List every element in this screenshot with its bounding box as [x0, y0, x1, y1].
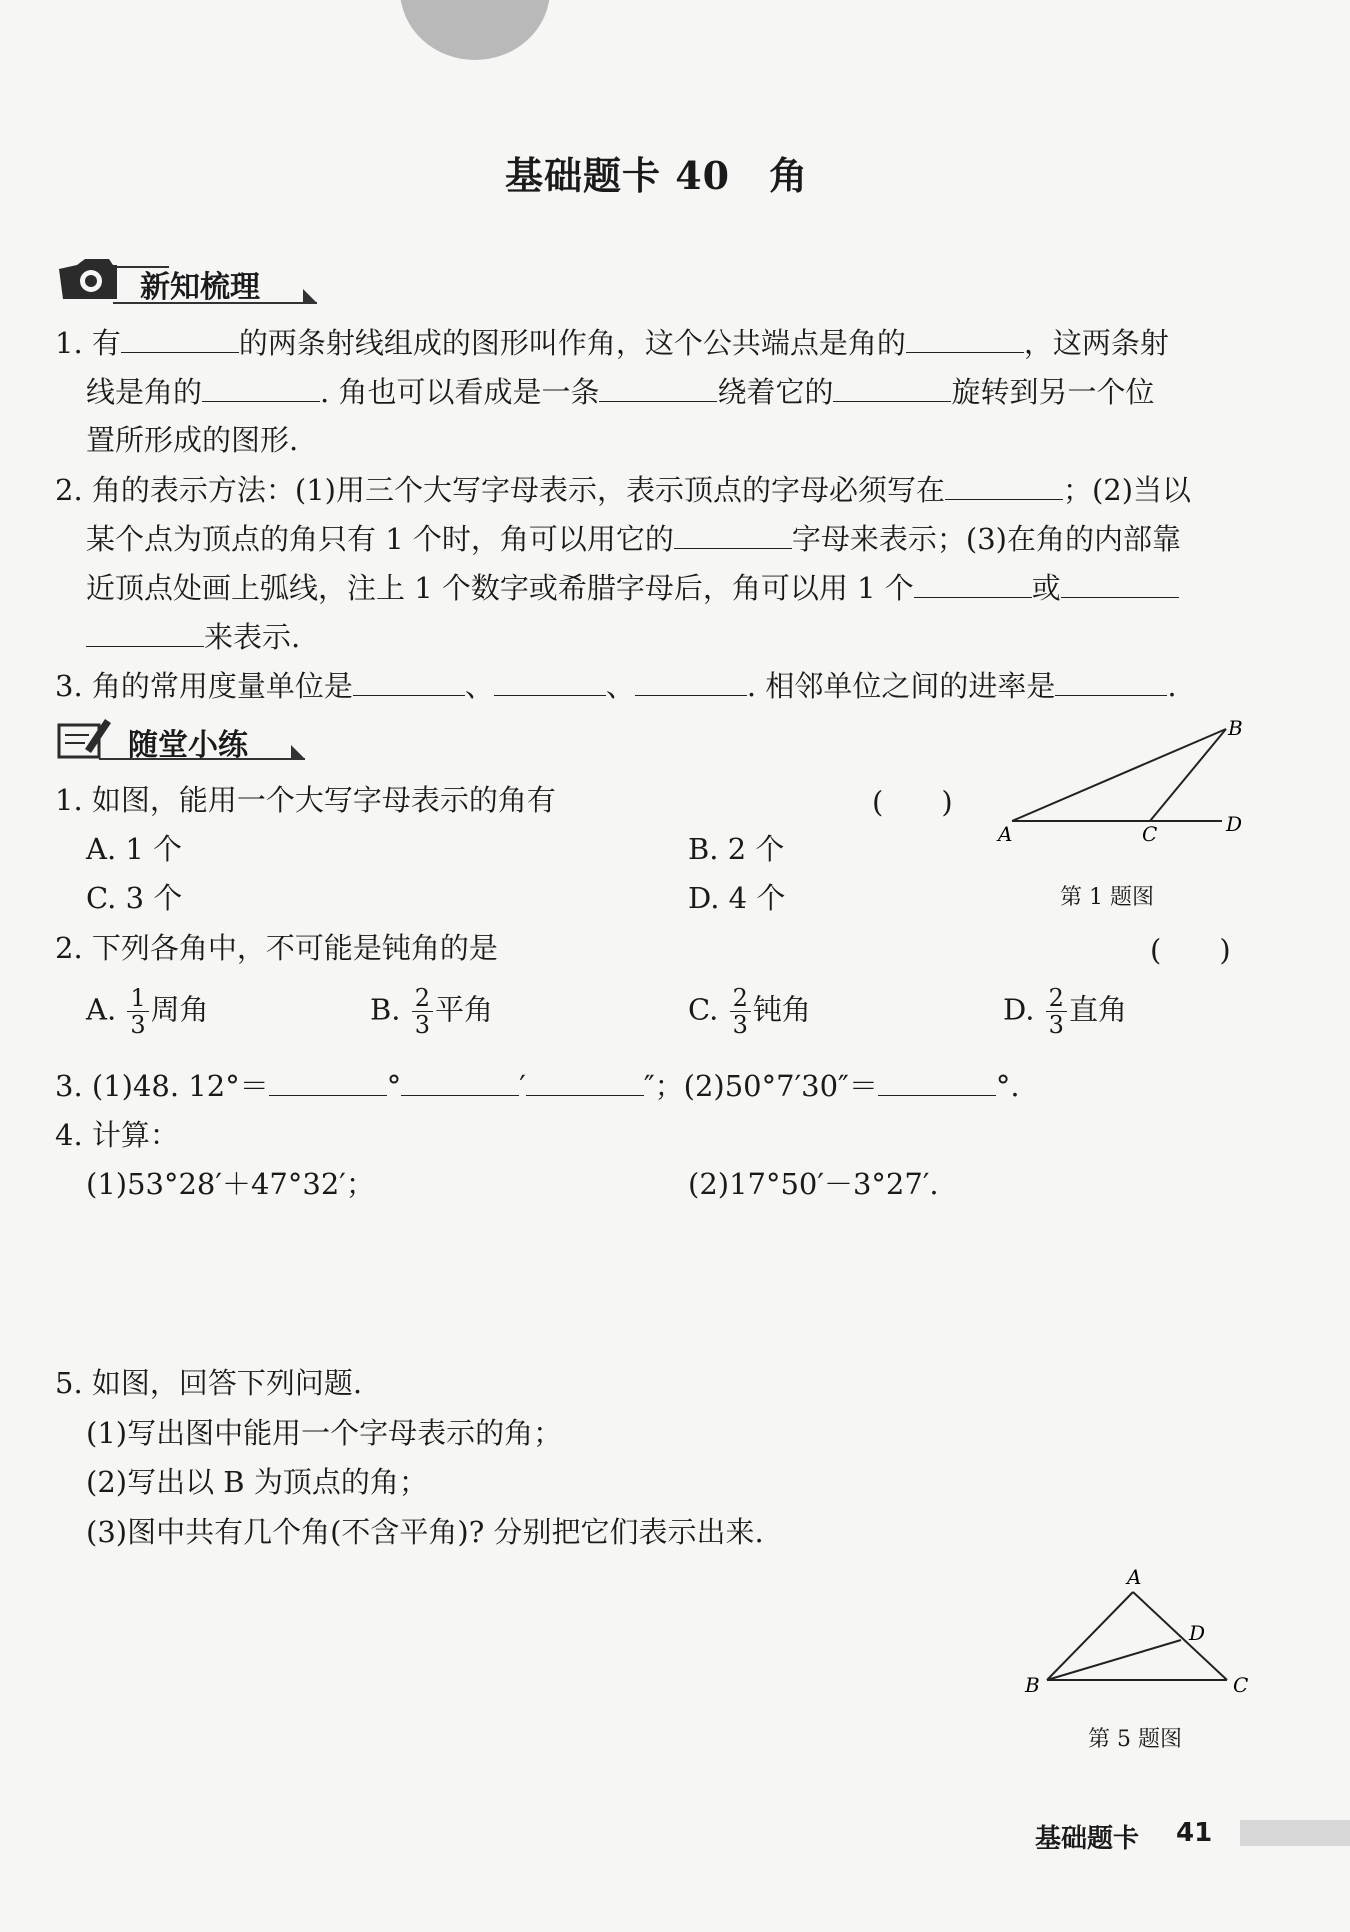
knowledge-q2-line1: 2. 角的表示方法：(1)用三个大写字母表示，表示顶点的字母必须写在 ；(2)当以 — [55, 469, 1191, 510]
option-d[interactable]: D. 4 个 — [688, 881, 786, 915]
point-label-b: B — [1228, 716, 1243, 740]
blank[interactable] — [526, 1065, 644, 1096]
blank[interactable] — [1055, 665, 1167, 696]
figure-1 — [990, 715, 1260, 845]
q2-option-d[interactable]: D. $\frac{2}{3}$ 直角 — [1003, 984, 1127, 1039]
blank[interactable] — [202, 371, 320, 402]
page-title: 基础题卡 40 角 — [505, 153, 809, 198]
footer-label: 基础题卡 — [1035, 1824, 1140, 1854]
section-label-knowledge: 新知梳理 — [140, 270, 260, 305]
knowledge-q3: 3. 角的常用度量单位是 、 、 . 相邻单位之间的进率是 . — [55, 665, 1177, 706]
practice-q3: 3. (1)48. 12°＝ ° ′ ″；(2)50°7′30″＝ °. — [55, 1065, 1020, 1106]
point-label-b: B — [1025, 1673, 1040, 1697]
q2-option-a[interactable]: A. $\frac{1}{3}$ 周角 — [86, 984, 209, 1039]
practice-q5-stem: 5. 如图，回答下列问题. — [55, 1366, 363, 1400]
fraction: $\frac{2}{3}$ — [412, 985, 433, 1038]
knowledge-q2-line2: 某个点为顶点的角只有 1 个时，角可以用它的 字母来表示；(3)在角的内部靠 — [86, 518, 1181, 559]
knowledge-q2-line3: 近顶点处画上弧线，注上 1 个数字或希腊字母后，角可以用 1 个 或 — [86, 567, 1179, 608]
blank[interactable] — [269, 1065, 387, 1096]
point-label-d: D — [1189, 1621, 1206, 1645]
blank[interactable] — [353, 665, 465, 696]
practice-q5-part3: (3)图中共有几个角(不含平角)? 分别把它们表示出来. — [86, 1515, 764, 1549]
blank[interactable] — [833, 371, 951, 402]
option-c[interactable]: C. 3 个 — [86, 881, 183, 915]
blank[interactable] — [121, 322, 239, 353]
footer-bar — [1240, 1820, 1350, 1846]
point-label-a: A — [1127, 1565, 1142, 1589]
knowledge-q1-line3: 置所形成的图形. — [86, 423, 299, 457]
q2-option-c[interactable]: C. $\frac{2}{3}$ 钝角 — [688, 984, 811, 1039]
fraction: $\frac{2}{3}$ — [730, 985, 751, 1038]
top-decoration — [400, 0, 550, 60]
q2-option-b[interactable]: B. $\frac{2}{3}$ 平角 — [370, 984, 494, 1039]
answer-paren[interactable]: ( ) — [872, 785, 953, 819]
practice-q5-part2: (2)写出以 B 为顶点的角； — [86, 1465, 428, 1499]
blank[interactable] — [945, 469, 1063, 500]
practice-q4-stem: 4. 计算： — [55, 1118, 179, 1152]
knowledge-q2-line4: 来表示. — [86, 616, 300, 657]
blank[interactable] — [914, 567, 1032, 598]
practice-q5-part1: (1)写出图中能用一个字母表示的角； — [86, 1416, 563, 1450]
point-label-a: A — [998, 822, 1013, 845]
knowledge-q1-line2: 线是角的 . 角也可以看成是一条 绕着它的 旋转到另一个位 — [86, 371, 1154, 412]
blank[interactable] — [635, 665, 747, 696]
answer-paren[interactable]: ( ) — [1150, 933, 1231, 967]
point-label-c: C — [1233, 1673, 1249, 1697]
figure-1-caption: 第 1 题图 — [1060, 885, 1154, 910]
page-number: 41 — [1176, 1818, 1213, 1848]
figure-5-caption: 第 5 题图 — [1088, 1727, 1182, 1752]
practice-q4-part2: (2)17°50′－3°27′. — [688, 1167, 939, 1201]
blank[interactable] — [1061, 567, 1179, 598]
knowledge-q1-line1: 1. 有 的两条射线组成的图形叫作角，这个公共端点是角的 ，这两条射 — [55, 322, 1169, 363]
blank[interactable] — [401, 1065, 519, 1096]
blank[interactable] — [674, 518, 792, 549]
blank[interactable] — [86, 616, 204, 647]
blank[interactable] — [906, 322, 1024, 353]
practice-q2-stem: 2. 下列各角中，不可能是钝角的是 — [55, 931, 498, 965]
point-label-c: C — [1142, 822, 1158, 845]
practice-q4-part1: (1)53°28′＋47°32′； — [86, 1167, 375, 1201]
figure-5-diagram — [1015, 1560, 1255, 1700]
figure-1-diagram — [990, 715, 1260, 845]
blank[interactable] — [599, 371, 717, 402]
blank[interactable] — [494, 665, 606, 696]
option-b[interactable]: B. 2 个 — [688, 832, 785, 866]
blank[interactable] — [878, 1065, 996, 1096]
fraction: $\frac{1}{3}$ — [127, 985, 148, 1038]
fraction: $\frac{2}{3}$ — [1046, 985, 1067, 1038]
option-a[interactable]: A. 1 个 — [86, 832, 183, 866]
practice-q1-stem: 1. 如图，能用一个大写字母表示的角有 — [55, 783, 556, 817]
point-label-d: D — [1226, 812, 1243, 836]
figure-5 — [1015, 1560, 1255, 1700]
section-label-practice: 随堂小练 — [128, 728, 248, 763]
